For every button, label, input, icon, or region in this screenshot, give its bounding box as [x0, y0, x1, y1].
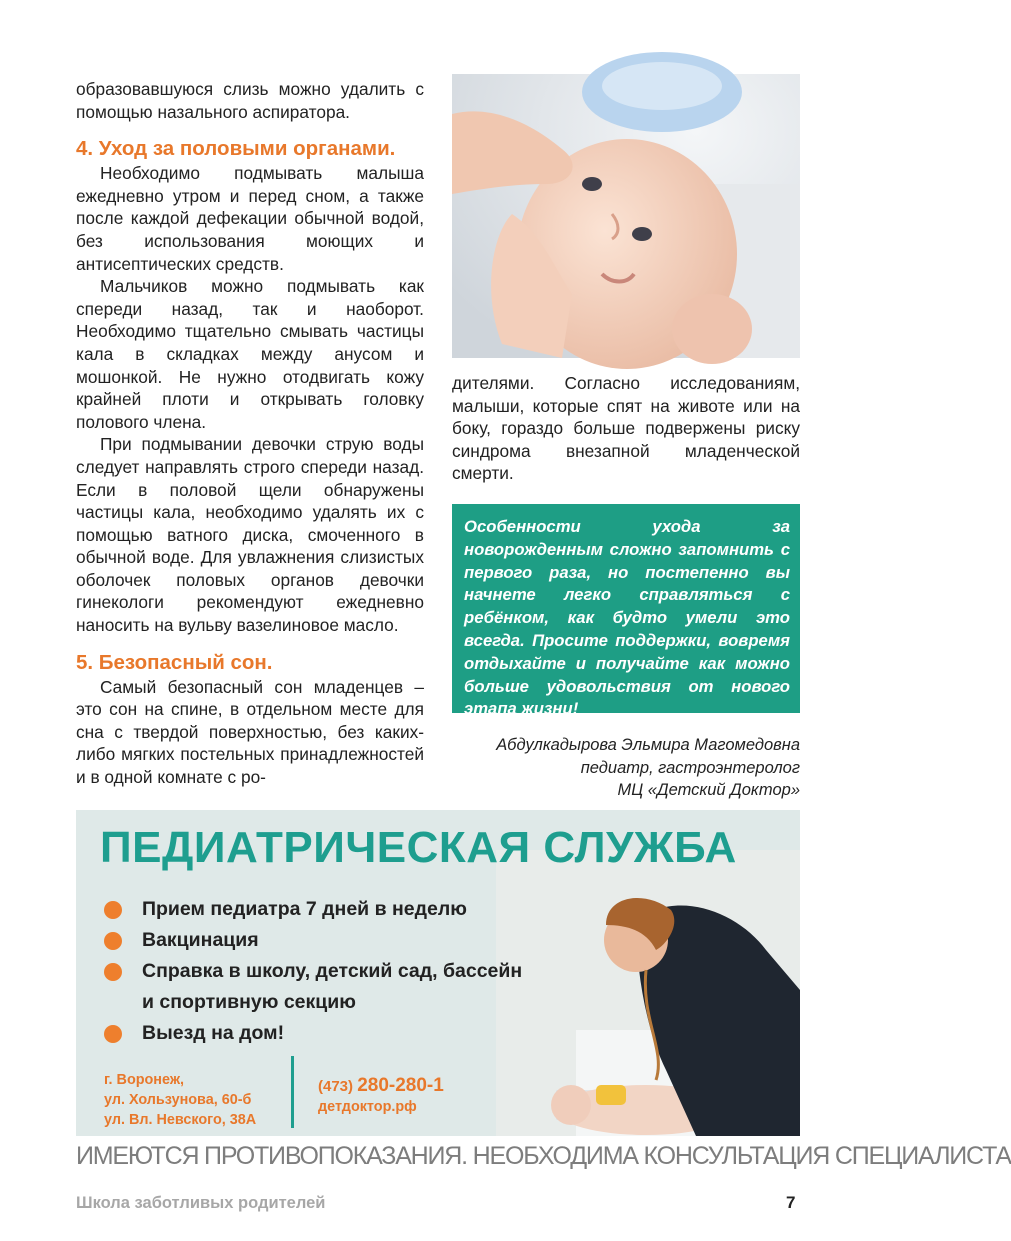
ad-phone[interactable]: [318, 1076, 488, 1097]
right-column: [452, 372, 800, 485]
ad-address: [104, 1070, 294, 1130]
ad-website-link[interactable]: детдоктор.рф: [318, 1099, 417, 1115]
left-column: [76, 78, 424, 789]
ad-street-1: ул. Хользунова, 60-б: [104, 1092, 252, 1108]
bullet-dot-icon: [104, 901, 122, 919]
ad-service-label: Выезд на дом!: [142, 1022, 285, 1044]
ad-city: г. Воронеж,: [104, 1072, 185, 1088]
section-5-continuation: дителями. Согласно исследованиям, малыши, которые спят на животе или на боку, гораздо больше подвержены риску синдрома внезапной младенческой смерти.: [452, 373, 800, 484]
section-4-paragraph-2: Мальчиков можно подмывать как спереди назад, так и наоборот. Необходимо тщательно смывать частицы кала в складках между анусом и мошонкой. Не нужно отодвигать кожу крайней плоти и открывать головку полового члена.: [76, 276, 424, 432]
quote-text: Особенности ухода за новорожденным сложно запомнить с первого раза, но постепенно вы начнете легко справляться с ребёнком, как будто умели это всегда. Просите поддержки, вовремя отдыхайте и получайте как можно больше удовольствия от нового этапа жизни!: [464, 517, 790, 719]
baby-photo: [452, 74, 800, 358]
ad-disclaimer: ИМЕЮТСЯ ПРОТИВОПОКАЗАНИЯ. НЕОБХОДИМА КОНСУЛЬТАЦИЯ СПЕЦИАЛИСТА: [76, 1136, 800, 1174]
ad-service-item: [100, 894, 530, 925]
ad-service-label: Прием педиатра 7 дней в неделю: [142, 898, 467, 920]
ad-phone-number: 280-280-1: [357, 1075, 444, 1096]
ad-service-item: [100, 956, 530, 1018]
ad-service-item: [100, 1018, 530, 1049]
ad-title: ПЕДИАТРИЧЕСКАЯ СЛУЖБА: [100, 823, 737, 872]
ad-service-label: Вакцинация: [142, 929, 259, 951]
ad-service-item: [100, 925, 530, 956]
quote-box: [452, 504, 800, 719]
bullet-dot-icon: [104, 963, 122, 981]
section-4-paragraph-1: Необходимо подмывать малыша ежедневно утром и перед сном, а также после каждой дефекации обычной водой, без использования моющих и антисептических средств.: [76, 163, 424, 274]
section-4-paragraph-3: При подмывании девочки струю воды следует направлять строго спереди назад. Если в половой щели обнаружены частицы кала, необходимо удалять их с помощью ватного диска, смоченного в обычной воде. Для увлажнения слизистых оболочек половых органов девочки гинекологи рекомендуют ежедневно наносить на вульву вазелиновое масло.: [76, 434, 424, 636]
author-signature: [452, 734, 800, 802]
bullet-dot-icon: [104, 1025, 122, 1043]
ad-divider: [291, 1056, 294, 1128]
ad-service-label: Справка в школу, детский сад, бассейн и спортивную секцию: [142, 960, 523, 1013]
baby-illustration: [452, 74, 800, 358]
ad-contacts: [318, 1076, 488, 1117]
ad-service-list: [100, 894, 530, 1049]
footer-publication: Школа заботливых родителей: [76, 1194, 326, 1212]
author-name: Абдулкадырова Эльмира Магомедовна: [496, 736, 800, 754]
ad-phone-code: (473): [318, 1078, 354, 1095]
ad-street-2: ул. Вл. Невского, 38А: [104, 1112, 257, 1128]
section-5-heading: 5. Безопасный сон.: [76, 650, 273, 674]
pediatric-service-ad: [76, 810, 800, 1136]
section-4-heading: 4. Уход за половыми органами.: [76, 137, 396, 161]
intro-paragraph: образовавшуюся слизь можно удалить с помощью назального аспиратора.: [76, 79, 424, 122]
page-number: 7: [786, 1193, 796, 1212]
doctor-photo: [496, 850, 800, 1136]
author-role: педиатр, гастроэнтеролог: [580, 758, 800, 777]
author-clinic: МЦ «Детский Доктор»: [617, 781, 800, 799]
section-5-paragraph-1: Самый безопасный сон младенцев – это сон на спине, в отдельном месте для сна с твердой поверхностью, без каких-либо мягких постельных принадлежностей и в одной комнате с ро-: [76, 676, 424, 788]
bullet-dot-icon: [104, 932, 122, 950]
